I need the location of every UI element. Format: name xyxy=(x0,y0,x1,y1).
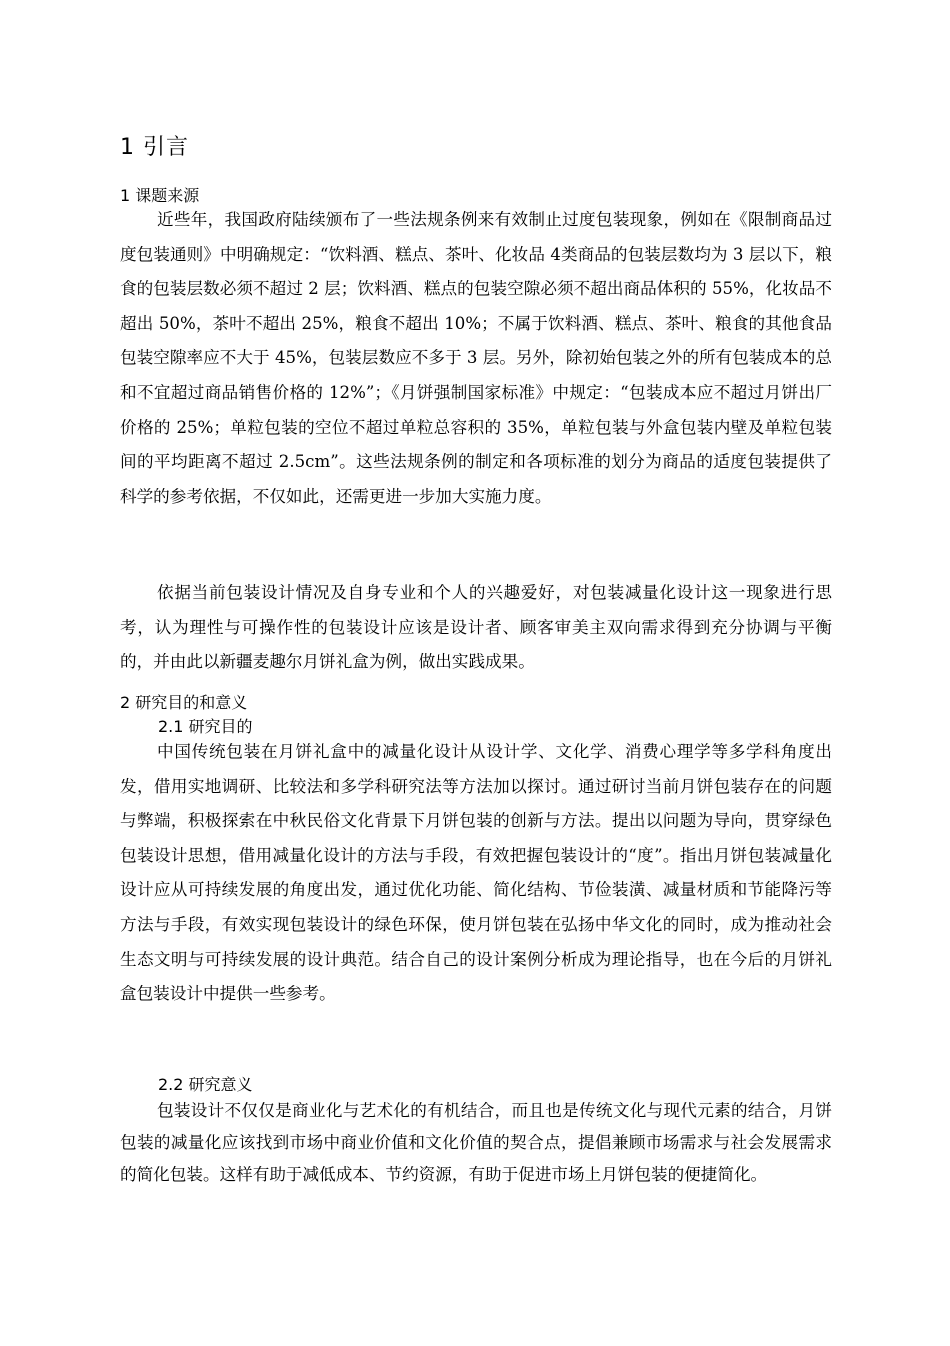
section-1-paragraph-1: 近些年，我国政府陆续颁布了一些法规条例来有效制止过度包装现象，例如在《限制商品过度包装通则》中明确规定：“饮料酒、糕点、茶叶、化妆品 4类商品的包装层数均为 3 层以下，粮食的包装层数必须不超过 2 层；饮料酒、糕点的包装空隙必须不超出商品体积的 55%，化妆品不超出 50%，茶叶不超出 25%，粮食不超出 10%；不属于饮料酒、糕点、茶叶、粮食的其他食品包装空隙率应不大于 45%，包装层数应不多于 3 层。另外，除初始包装之外的所有包装成本的总和不宜超过商品销售价格的 12%”；《月饼强制国家标准》中规定：“包装成本应不超过月饼出厂价格的 25%；单粒包装的空位不超过单粒总容积的 35%，单粒包装与外盒包装内壁及单粒包装间的平均距离不超过 2.5cm”。这些法规条例的制定和各项标准的划分为商品的适度包装提供了科学的参考依据，不仅如此，还需更进一步加大实施力度。 xyxy=(120,210,832,506)
section-2-2-title: 2.2 研究意义 xyxy=(158,1075,253,1094)
section-2-1-paragraph: 中国传统包装在月饼礼盒中的减量化设计从设计学、文化学、消费心理学等多学科角度出发，借用实地调研、比较法和多学科研究法等方法加以探讨。通过研讨当前月饼包装存在的问题与弊端，积极探索在中秋民俗文化背景下月饼包装的创新与方法。提出以问题为导向，贯穿绿色包装设计思想，借用减量化设计的方法与手段，有效把握包装设计的“度”。指出月饼包装减量化设计应从可持续发展的角度出发，通过优化功能、简化结构、节俭装潢、减量材质和节能降污等方法与手段，有效实现包装设计的绿色环保，使月饼包装在弘扬中华文化的同时，成为推动社会生态文明与可持续发展的设计典范。结合自己的设计案例分析成为理论指导，也在今后的月饼礼盒包装设计中提供一些参考。 xyxy=(120,742,832,1004)
section-2-1-title: 2.1 研究目的 xyxy=(158,717,253,736)
section-1-paragraph-2: 依据当前包装设计情况及自身专业和个人的兴趣爱好，对包装减量化设计这一现象进行思考，认为理性与可操作性的包装设计应该是设计者、顾客审美主双向需求得到充分协调与平衡的，并由此以新疆麦趣尔月饼礼盒为例，做出实践成果。 xyxy=(120,583,832,672)
chapter-heading: 1 引言 xyxy=(120,135,189,160)
section-2-title: 2 研究目的和意义 xyxy=(120,693,248,712)
section-1-title: 1 课题来源 xyxy=(120,186,200,205)
section-2-2-paragraph: 包装设计不仅仅是商业化与艺术化的有机结合，而且也是传统文化与现代元素的结合，月饼包装的减量化应该找到市场中商业价值和文化价值的契合点，提倡兼顾市场需求与社会发展需求的简化包装。这样有助于减低成本、节约资源，有助于促进市场上月饼包装的便捷简化。 xyxy=(120,1101,832,1184)
